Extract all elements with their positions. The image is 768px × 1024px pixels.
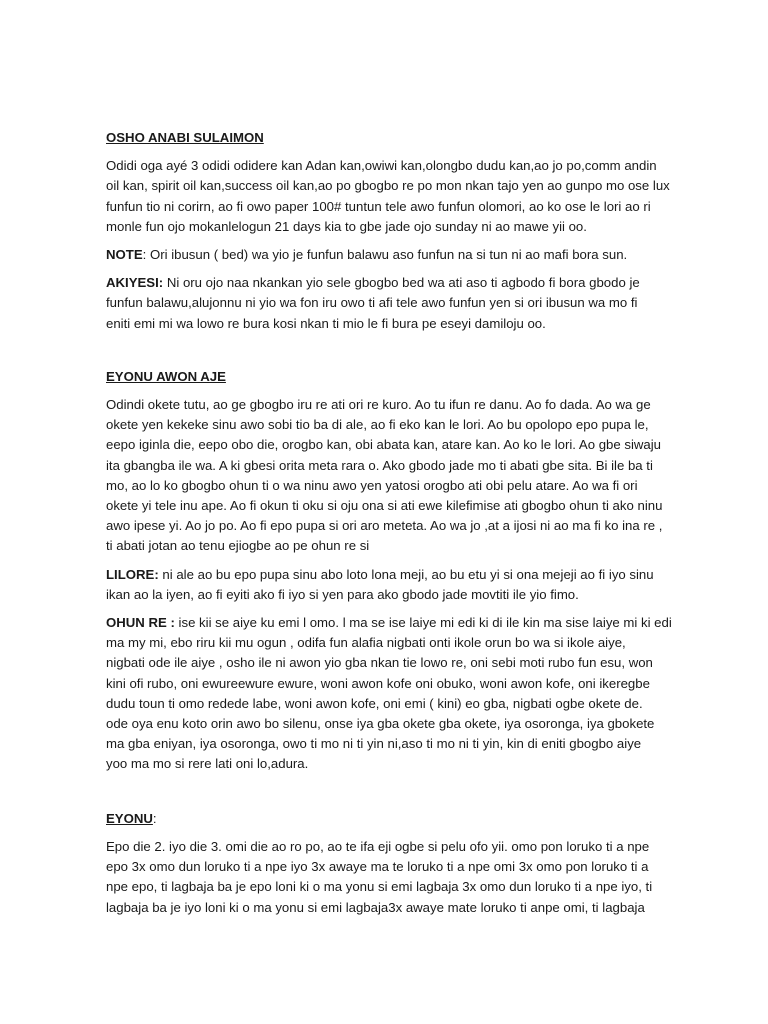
akiyesi-label: AKIYESI: [106,275,164,291]
text-line: yoo ma mo si rere lati oni lo,adura. [106,756,309,772]
text-line: ode oya enu koto orin awo bo silenu, onse iya gba okete gba okete, iya osoronga, iya gbokete [106,716,655,732]
text-line: oil kan, spirit oil kan,success oil kan,ao po gbogbo re po mon nkan tajo yen ao gunpo mo ose lux [106,178,670,194]
paragraph-lilore [106,565,666,605]
text-line: funfun balawu,alujonnu ni yio wa fon iru owo ti afi tele awo funfun yen si ori ibusun wa mo fi [106,295,638,311]
text-line: ti abati jotan ao tenu ejiogbe ao pe ohun re si [106,538,370,554]
text-line: lagbaja ba je iyo loni ki o ma yonu si emi lagbaja3x awaye mate loruko ti anpe omi, ti lagbaja [106,899,645,915]
text-line: awo ipese yi. Ao jo po. Ao fi epo pupa si ori aro meteta. Ao wa jo ,at a ijosi ni ao ma fi ko ina re , [106,518,663,534]
text-line: npe epo, ti lagbaja ba je epo loni ki o ma yonu si emi lagbaja 3x omo dun loruko ti a npe iyo, ti [106,879,653,895]
paragraph-akiyesi [106,273,666,334]
paragraph-osho-recipe [106,156,670,237]
lilore-label: LILORE: [106,566,159,582]
text-line: kini ofi rubo, oni ewureewure ewure, woni awon kofe oni obuko, woni awon kofe, oni ikeregbe [106,675,650,691]
akiyesi-text: Ni oru ojo naa nkankan yio sele gbogbo bed wa ati aso ti agbodo fi bora gbodo je [163,275,640,291]
text-line: monle fun ojo mokanlelogun 21 days kia to gbe jade ojo sunday ni ao mawe yii oo. [106,218,587,234]
paragraph-eyonu [106,837,666,918]
text-line: Odidi oga ayé 3 odidi odidere kan Adan kan,owiwi kan,olongbo dudu kan,ao jo po,comm andin [106,158,657,174]
section-title-osho-anabi-sulaimon: OSHO ANABI SULAIMON [106,130,264,145]
section-title-eyonu-suffix: : [152,810,157,826]
text-line: dudu toun ti omo redede labe, woni awon kofe, oni emi ( kini) eo gba, nigbati ogbe okete de. [106,695,643,711]
text-line: ma gba eniyan, iya osoronga, owo ti mo ni ti yin ni,aso ti mo ni ti yin, kin di eniti gbogbo aiye [106,736,642,752]
paragraph-note [106,245,666,265]
text-line: ikan ao la iyen, ao fi eyiti ako fi iyo si yen para ako gbodo jade movtiti ile yio fimo. [106,586,579,602]
text-line: ita gbangba ile wa. A ki gbesi orita meta rara o. Ako gbodo jade mo ti abati gbe sita. Bi ile ba ti [106,457,653,473]
text-line: okete yi tele inu ape. Ao fi okun ti oku si oju ona si ati ewe kilefimise ati gbogbo ohun ti ako ninu [106,498,663,514]
text-line [106,613,672,633]
paragraph-eyonu-awon-aje [106,395,666,557]
text-line: eepo iginla die, eepo obo die, orogbo kan, obi abata kan, atare kan. Ao ko le lori. Ao gbe siwaju [106,437,662,453]
ohun-re-label: OHUN RE : [106,615,175,631]
text-line: ma my mi, ebo riru kii mu ogun , odifa fun alafia nigbati onti ikole orun bo wa si ikole aiye, [106,635,626,651]
text-line: nigbati ode ile aiye , osho ile ni awon yio gba nkan tie lowo re, oni sebi moti rubo fun esu, won [106,655,653,671]
text-line [106,273,666,293]
text-line: funfun tio ni corirn, ao fi owo paper 100# tuntun tele awo funfun olomori, ao ko ose le lori ao ri [106,198,651,214]
text-line: epo 3x omo dun loruko ti a npe iyo 3x awaye ma te loruko ti a npe omi 3x omo pon loruko ti a [106,859,649,875]
text-line [106,245,666,265]
text-line: Odindi okete tutu, ao ge gbogbo iru re ati ori re kuro. Ao tu ifun re danu. Ao fo dada. Ao wa ge [106,397,651,413]
document-body [106,128,672,918]
text-line: okete yen kekeke sinu awo sobi tio ba di ale, ao fi eko kan le lori. Ao bu opolopo epo pupa le, [106,417,649,433]
section-title-eyonu: EYONU [106,810,153,826]
text-line: mo, ao lo ko gbogbo ohun ti o wa ninu awo yen yatosi orogbo ati obi pelu atare. Ao wa fi ori [106,477,638,493]
note-text: : Ori ibusun ( bed) wa yio je funfun balawu aso funfun na si tun ni ao mafi bora sun. [142,247,628,263]
paragraph-ohun-re [106,613,672,775]
text-line [106,565,666,585]
text-line: Epo die 2. iyo die 3. omi die ao ro po, ao te ifa eji ogbe si pelu ofo yii. omo pon loruko ti a npe [106,838,650,854]
note-label: NOTE [106,247,143,263]
ohun-re-text: ise kii se aiye ku emi l omo. l ma se ise laiye mi edi ki di ile kin ma sise laiye mi ki edi [174,615,672,631]
lilore-text: ni ale ao bu epo pupa sinu abo loto lona meji, ao bu etu yi si ona mejeji ao fi iyo sinu [158,566,654,582]
section-title-eyonu-line [106,809,666,829]
text-line: eniti emi mi wa lowo re bura kosi nkan ti mio le fi bura pe eseyi damiloju oo. [106,315,546,331]
section-title-eyonu-awon-aje: EYONU AWON AJE [106,368,226,384]
